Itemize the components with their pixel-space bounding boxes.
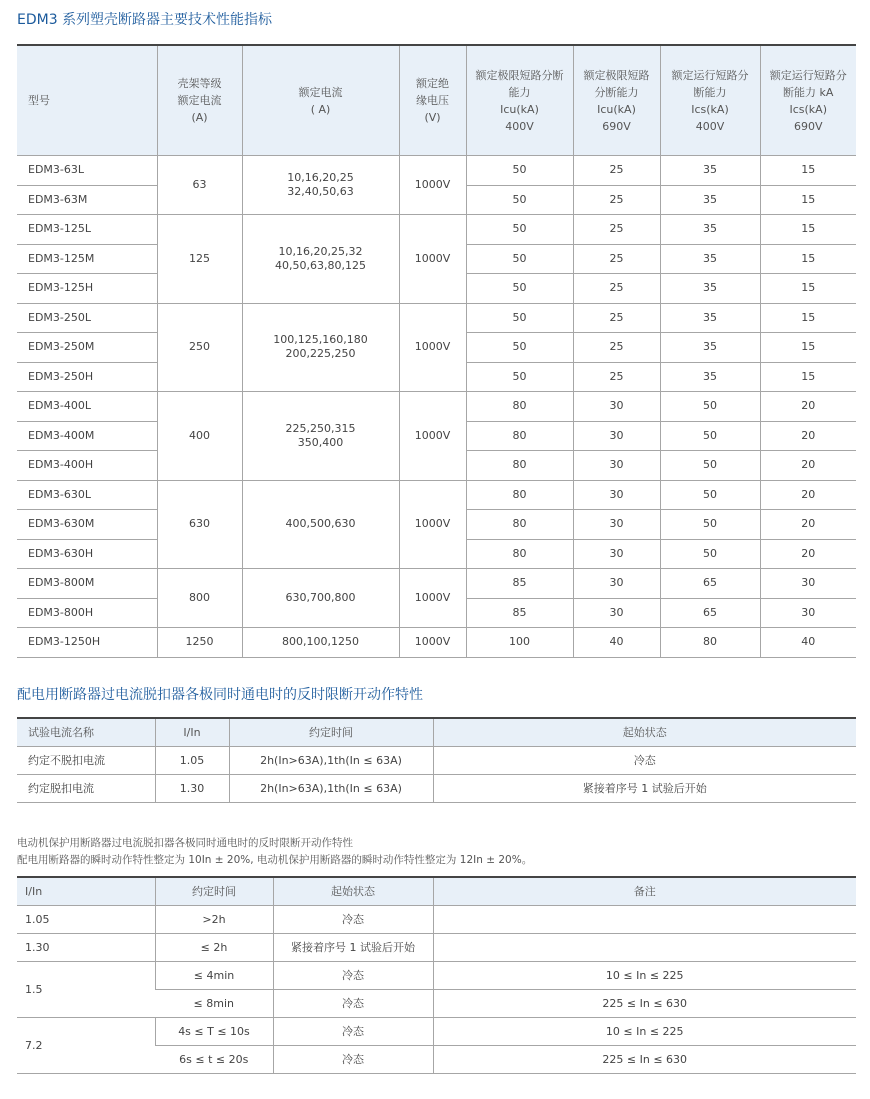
ics690-cell: 20 xyxy=(760,451,856,481)
distribution-breaker-table xyxy=(17,717,856,803)
model-cell: EDM3-125L xyxy=(17,215,157,245)
remark: 10 ≤ In ≤ 225 xyxy=(433,1018,856,1046)
motor-row xyxy=(17,962,856,990)
icu400-cell: 50 xyxy=(466,215,573,245)
conventional-time: ≤ 4min xyxy=(155,962,273,990)
ics690-cell: 15 xyxy=(760,156,856,186)
initial-state: 紧接着序号 1 试验后开始 xyxy=(273,934,433,962)
header-insulation-voltage: 额定绝 缘电压 (V) xyxy=(399,45,466,156)
ics690-cell: 30 xyxy=(760,569,856,599)
remark: 225 ≤ In ≤ 630 xyxy=(433,990,856,1018)
remark: 225 ≤ In ≤ 630 xyxy=(433,1046,856,1074)
icu400-cell: 50 xyxy=(466,185,573,215)
icu400-cell: 50 xyxy=(466,333,573,363)
header-test-current: 试验电流名称 xyxy=(17,718,155,747)
rated-current-cell: 10,16,20,25,32 40,50,63,80,125 xyxy=(242,215,399,304)
header-remarks: 备注 xyxy=(433,877,856,906)
insulation-voltage-cell: 1000V xyxy=(399,156,466,215)
icu690-cell: 25 xyxy=(573,156,660,186)
conventional-time: >2h xyxy=(155,906,273,934)
icu690-cell: 30 xyxy=(573,539,660,569)
ics400-cell: 50 xyxy=(660,480,760,510)
model-cell: EDM3-63L xyxy=(17,156,157,186)
header-conventional-time: 约定时间 xyxy=(155,877,273,906)
spec-table-title: EDM3 系列塑壳断路器主要技术性能指标 xyxy=(17,12,273,28)
test-current-name: 约定脱扣电流 xyxy=(17,775,155,803)
conventional-time: 2h(In>63A),1th(In ≤ 63A) xyxy=(229,775,433,803)
rated-current-cell: 100,125,160,180 200,225,250 xyxy=(242,303,399,392)
ics400-cell: 35 xyxy=(660,274,760,304)
i-in-value: 1.30 xyxy=(155,775,229,803)
remark: 10 ≤ In ≤ 225 xyxy=(433,962,856,990)
icu690-cell: 30 xyxy=(573,451,660,481)
frame-current-cell: 1250 xyxy=(157,628,242,658)
ics690-cell: 15 xyxy=(760,303,856,333)
ics690-cell: 20 xyxy=(760,421,856,451)
icu690-cell: 30 xyxy=(573,392,660,422)
ics400-cell: 50 xyxy=(660,392,760,422)
initial-state: 冷态 xyxy=(273,1046,433,1074)
header-frame: 壳架等级 额定电流 (A) xyxy=(157,45,242,156)
spec-row xyxy=(17,628,856,658)
spec-row xyxy=(17,569,856,599)
icu690-cell: 25 xyxy=(573,274,660,304)
icu400-cell: 50 xyxy=(466,362,573,392)
icu400-cell: 50 xyxy=(466,244,573,274)
header-i-in: I/In xyxy=(155,718,229,747)
insulation-voltage-cell: 1000V xyxy=(399,480,466,569)
icu690-cell: 30 xyxy=(573,510,660,540)
rated-current-cell: 800,100,1250 xyxy=(242,628,399,658)
model-cell: EDM3-630M xyxy=(17,510,157,540)
model-cell: EDM3-125H xyxy=(17,274,157,304)
conventional-time: ≤ 2h xyxy=(155,934,273,962)
icu400-cell: 80 xyxy=(466,451,573,481)
initial-state: 冷态 xyxy=(273,906,433,934)
rated-current-cell: 225,250,315 350,400 xyxy=(242,392,399,481)
initial-state: 冷态 xyxy=(273,990,433,1018)
rated-current-cell: 400,500,630 xyxy=(242,480,399,569)
icu690-cell: 25 xyxy=(573,303,660,333)
icu690-cell: 25 xyxy=(573,185,660,215)
motor-protection-note: 电动机保护用断路器过电流脱扣器各极同时通电时的反时限断开动作特性 xyxy=(17,837,353,849)
motor-row xyxy=(17,1018,856,1046)
ics690-cell: 40 xyxy=(760,628,856,658)
icu400-cell: 80 xyxy=(466,392,573,422)
model-cell: EDM3-400H xyxy=(17,451,157,481)
rated-current-cell: 10,16,20,25 32,40,50,63 xyxy=(242,156,399,215)
ics400-cell: 35 xyxy=(660,244,760,274)
initial-state: 紧接着序号 1 试验后开始 xyxy=(433,775,856,803)
ics400-cell: 50 xyxy=(660,451,760,481)
initial-state: 冷态 xyxy=(273,962,433,990)
motor-row xyxy=(17,934,856,962)
initial-state: 冷态 xyxy=(433,747,856,775)
header-conventional-time: 约定时间 xyxy=(229,718,433,747)
insulation-voltage-cell: 1000V xyxy=(399,569,466,628)
ratio-cell: 1.5 xyxy=(17,962,155,1018)
ics400-cell: 50 xyxy=(660,539,760,569)
model-cell: EDM3-125M xyxy=(17,244,157,274)
header-icu-690v: 额定极限短路 分断能力 Icu(kA) 690V xyxy=(573,45,660,156)
spec-row xyxy=(17,392,856,422)
model-cell: EDM3-250L xyxy=(17,303,157,333)
model-cell: EDM3-630H xyxy=(17,539,157,569)
ics690-cell: 15 xyxy=(760,185,856,215)
icu690-cell: 30 xyxy=(573,421,660,451)
model-cell: EDM3-630L xyxy=(17,480,157,510)
conventional-time: 6s ≤ t ≤ 20s xyxy=(155,1046,273,1074)
i-in-value: 1.05 xyxy=(155,747,229,775)
icu690-cell: 30 xyxy=(573,598,660,628)
icu400-cell: 50 xyxy=(466,274,573,304)
header-rated-current: 额定电流 ( A) xyxy=(242,45,399,156)
motor-protection-table xyxy=(17,876,856,1074)
insulation-voltage-cell: 1000V xyxy=(399,392,466,481)
ratio-cell: 1.30 xyxy=(17,934,155,962)
model-cell: EDM3-800M xyxy=(17,569,157,599)
icu400-cell: 50 xyxy=(466,156,573,186)
ratio-cell: 7.2 xyxy=(17,1018,155,1074)
frame-current-cell: 125 xyxy=(157,215,242,304)
spec-row xyxy=(17,303,856,333)
frame-current-cell: 400 xyxy=(157,392,242,481)
ics690-cell: 15 xyxy=(760,274,856,304)
motor-row xyxy=(17,906,856,934)
motor-table-header xyxy=(17,877,856,906)
spec-row xyxy=(17,215,856,245)
header-ics-690v: 额定运行短路分 断能力 kA Ics(kA) 690V xyxy=(760,45,856,156)
icu400-cell: 85 xyxy=(466,569,573,599)
icu400-cell: 50 xyxy=(466,303,573,333)
ics400-cell: 35 xyxy=(660,362,760,392)
icu690-cell: 25 xyxy=(573,215,660,245)
model-cell: EDM3-1250H xyxy=(17,628,157,658)
icu400-cell: 80 xyxy=(466,510,573,540)
test-current-name: 约定不脱扣电流 xyxy=(17,747,155,775)
ics690-cell: 20 xyxy=(760,510,856,540)
ics690-cell: 15 xyxy=(760,215,856,245)
header-ratio: I/In xyxy=(17,877,155,906)
icu690-cell: 40 xyxy=(573,628,660,658)
distribution-breaker-title: 配电用断路器过电流脱扣器各极同时通电时的反时限断开动作特性 xyxy=(17,687,423,703)
icu690-cell: 30 xyxy=(573,480,660,510)
insulation-voltage-cell: 1000V xyxy=(399,303,466,392)
spec-row xyxy=(17,480,856,510)
icu690-cell: 25 xyxy=(573,333,660,363)
insulation-voltage-cell: 1000V xyxy=(399,628,466,658)
remark xyxy=(433,934,856,962)
frame-current-cell: 800 xyxy=(157,569,242,628)
model-cell: EDM3-250M xyxy=(17,333,157,363)
rated-current-cell: 630,700,800 xyxy=(242,569,399,628)
distribution-table-header xyxy=(17,718,856,747)
ics400-cell: 35 xyxy=(660,215,760,245)
instantaneous-setting-note: 配电用断路器的瞬时动作特性整定为 10In ± 20%, 电动机保护用断路器的瞬时动作特性整定为 12In ± 20%。 xyxy=(17,854,533,866)
ics690-cell: 30 xyxy=(760,598,856,628)
header-model: 型号 xyxy=(17,45,157,156)
ics400-cell: 65 xyxy=(660,598,760,628)
icu400-cell: 80 xyxy=(466,480,573,510)
ics690-cell: 15 xyxy=(760,333,856,363)
distribution-row xyxy=(17,747,856,775)
model-cell: EDM3-800H xyxy=(17,598,157,628)
ics690-cell: 20 xyxy=(760,480,856,510)
icu400-cell: 100 xyxy=(466,628,573,658)
ics690-cell: 15 xyxy=(760,244,856,274)
insulation-voltage-cell: 1000V xyxy=(399,215,466,304)
spec-row xyxy=(17,156,856,186)
distribution-row xyxy=(17,775,856,803)
remark xyxy=(433,906,856,934)
icu690-cell: 30 xyxy=(573,569,660,599)
ics690-cell: 20 xyxy=(760,539,856,569)
icu690-cell: 25 xyxy=(573,362,660,392)
ics400-cell: 35 xyxy=(660,303,760,333)
icu400-cell: 80 xyxy=(466,421,573,451)
icu690-cell: 25 xyxy=(573,244,660,274)
model-cell: EDM3-250H xyxy=(17,362,157,392)
frame-current-cell: 250 xyxy=(157,303,242,392)
header-ics-400v: 额定运行短路分 断能力 Ics(kA) 400V xyxy=(660,45,760,156)
header-initial-state: 起始状态 xyxy=(273,877,433,906)
initial-state: 冷态 xyxy=(273,1018,433,1046)
conventional-time: 2h(In>63A),1th(In ≤ 63A) xyxy=(229,747,433,775)
ics400-cell: 50 xyxy=(660,510,760,540)
model-cell: EDM3-400M xyxy=(17,421,157,451)
model-cell: EDM3-400L xyxy=(17,392,157,422)
model-cell: EDM3-63M xyxy=(17,185,157,215)
ics400-cell: 80 xyxy=(660,628,760,658)
ics400-cell: 35 xyxy=(660,156,760,186)
ics400-cell: 65 xyxy=(660,569,760,599)
spec-table-header xyxy=(17,45,856,156)
ics690-cell: 15 xyxy=(760,362,856,392)
spec-table xyxy=(17,44,856,658)
ratio-cell: 1.05 xyxy=(17,906,155,934)
ics400-cell: 35 xyxy=(660,333,760,363)
header-initial-state: 起始状态 xyxy=(433,718,856,747)
frame-current-cell: 63 xyxy=(157,156,242,215)
header-icu-400v: 额定极限短路分断 能力 Icu(kA) 400V xyxy=(466,45,573,156)
ics690-cell: 20 xyxy=(760,392,856,422)
conventional-time: ≤ 8min xyxy=(155,990,273,1018)
ics400-cell: 35 xyxy=(660,185,760,215)
frame-current-cell: 630 xyxy=(157,480,242,569)
icu400-cell: 80 xyxy=(466,539,573,569)
ics400-cell: 50 xyxy=(660,421,760,451)
conventional-time: 4s ≤ T ≤ 10s xyxy=(155,1018,273,1046)
icu400-cell: 85 xyxy=(466,598,573,628)
